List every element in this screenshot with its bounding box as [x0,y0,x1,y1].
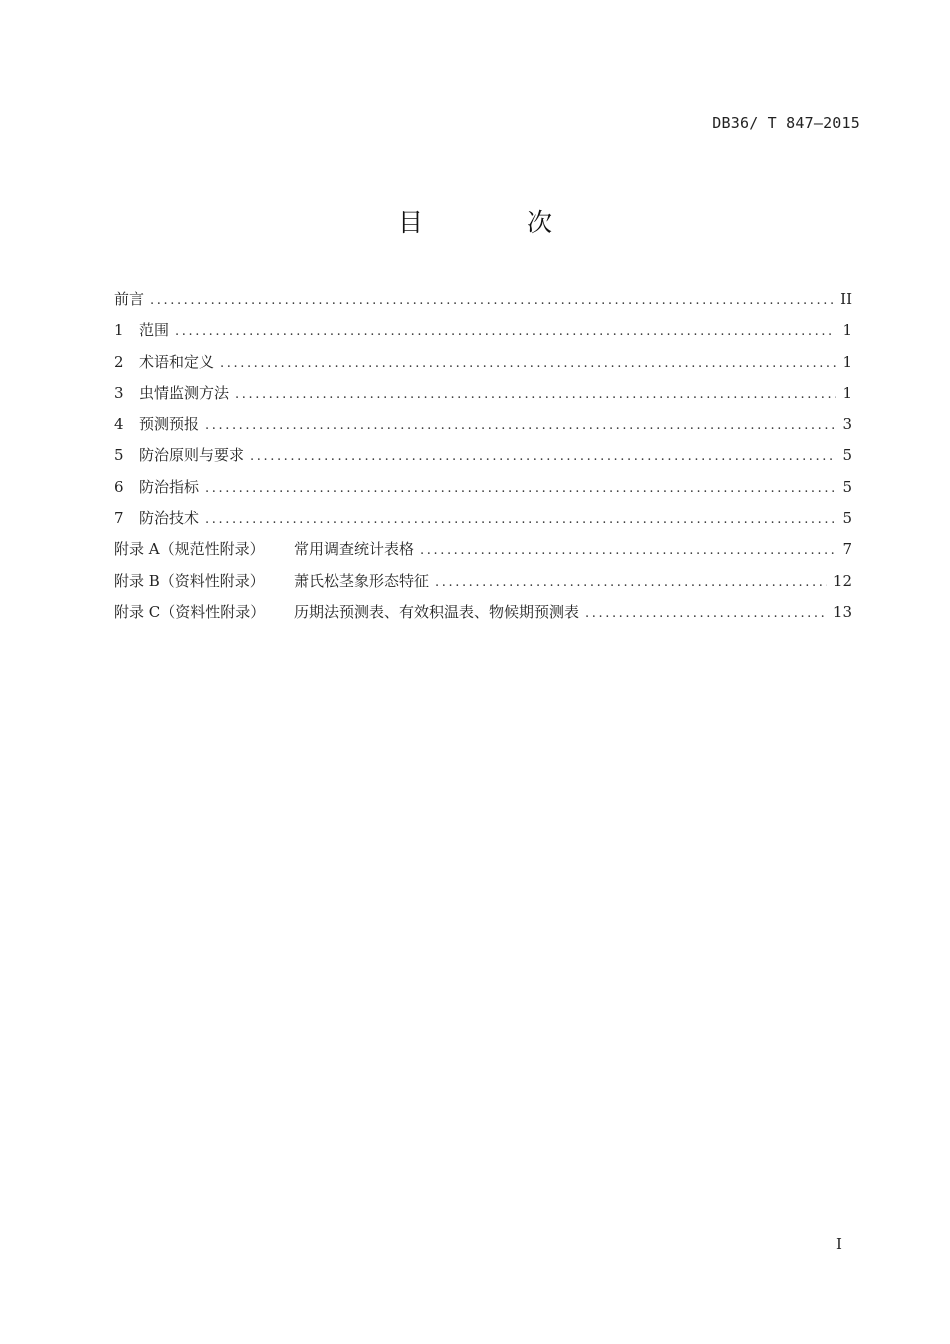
page-number: I [836,1235,842,1253]
toc-leader-dots [585,598,827,629]
toc-entry-foreword[interactable] [114,284,852,315]
toc-entry-forecast[interactable] [114,409,852,440]
toc-entry-page: 1 [842,383,852,402]
toc-entry-page: II [840,290,852,308]
toc-appendix-label: 附录 C（资料性附录） [114,602,266,621]
toc-entry-page: 12 [832,571,852,590]
toc-entry-number: 2 [114,352,124,371]
table-of-contents [114,284,852,628]
toc-appendix-b[interactable] [114,566,852,597]
toc-entry-number: 6 [114,477,124,496]
toc-entry-label: 防治指标 [139,477,200,496]
toc-entry-number: 7 [114,509,124,528]
toc-leader-dots [235,379,836,410]
toc-entry-label: 防治原则与要求 [139,446,245,465]
toc-entry-page: 7 [842,540,852,559]
toc-entry-page: 5 [842,509,852,528]
toc-entry-techniques[interactable] [114,503,852,534]
toc-appendix-label: 附录 B（资料性附录） [114,571,265,590]
toc-entry-label: 虫情监测方法 [139,383,230,402]
toc-leader-dots [420,535,836,566]
toc-leader-dots [205,410,836,441]
page-title: 目 次 [398,208,600,237]
toc-leader-dots [205,504,836,535]
toc-appendix-title: 历期法预测表、有效积温表、物候期预测表 [294,602,580,621]
toc-entry-page: 1 [842,321,852,340]
toc-entry-page: 5 [842,477,852,496]
toc-entry-terms[interactable] [114,347,852,378]
toc-entry-number: 5 [114,446,124,465]
toc-leader-dots [205,473,836,504]
toc-entry-scope[interactable] [114,315,852,346]
toc-leader-dots [250,441,836,472]
toc-entry-monitoring[interactable] [114,378,852,409]
toc-entry-label: 预测预报 [139,415,200,434]
toc-appendix-title: 常用调查统计表格 [294,540,415,559]
toc-entry-page: 1 [842,352,852,371]
toc-appendix-title: 萧氏松茎象形态特征 [294,571,430,590]
toc-appendix-a[interactable] [114,534,852,565]
toc-entry-page: 13 [832,602,852,621]
toc-leader-dots [220,348,836,379]
toc-entry-number: 1 [114,321,124,340]
toc-entry-principles[interactable] [114,440,852,471]
toc-entry-label: 前言 [114,290,145,308]
toc-leader-dots [175,316,836,347]
toc-entry-label: 术语和定义 [139,352,215,371]
document-code: DB36/ T 847—2015 [712,114,860,132]
toc-entry-page: 3 [842,415,852,434]
toc-entry-indicators[interactable] [114,472,852,503]
toc-appendix-label: 附录 A（规范性附录） [114,540,265,559]
toc-entry-number: 3 [114,383,124,402]
toc-appendix-c[interactable] [114,597,852,628]
toc-entry-number: 4 [114,415,124,434]
toc-leader-dots [435,567,827,598]
toc-leader-dots [150,285,834,316]
toc-entry-label: 范围 [139,321,170,340]
toc-entry-label: 防治技术 [139,509,200,528]
toc-entry-page: 5 [842,446,852,465]
